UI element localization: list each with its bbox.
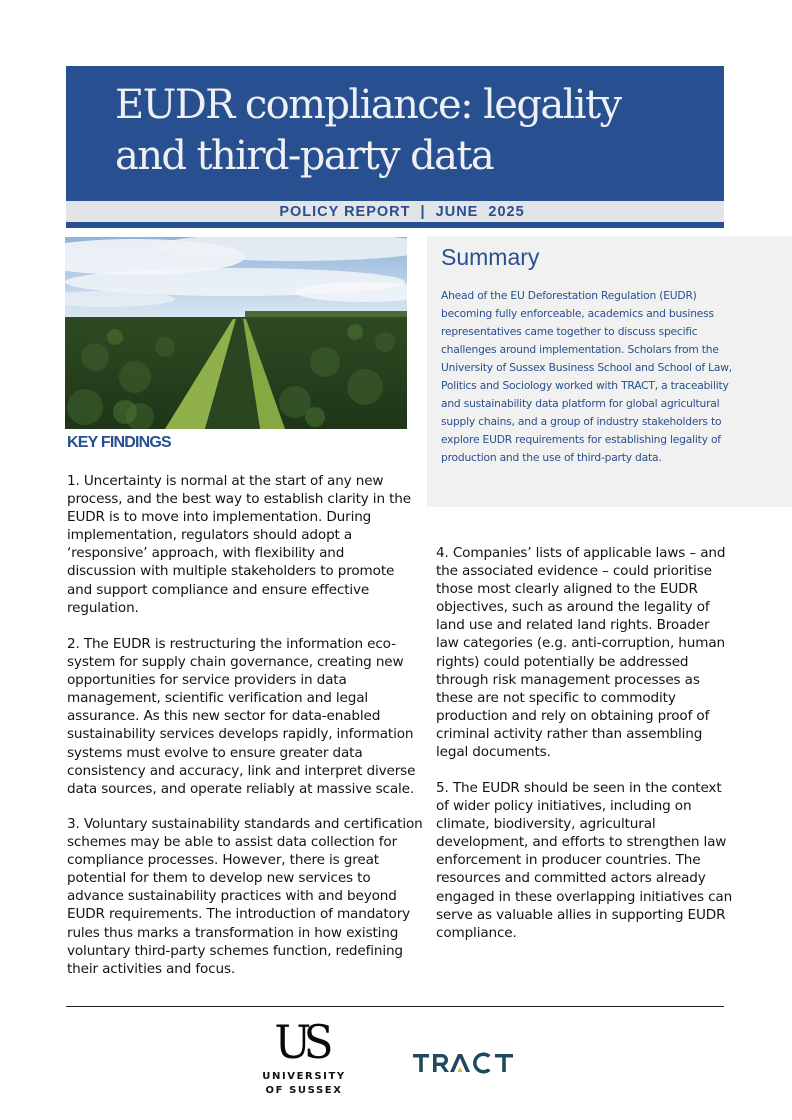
- finding-2: 2. The EUDR is restructuring the information eco-system for supply chain governance, creating new opportunities for service providers in data management, scientific verification and legal assurance. As this new sector for data-enabled sustainability services develops rapidly, information systems must evolve to ensure greater data consistency and accuracy, link and interpret diverse data sources, and operate reliably at massive scale.: [67, 636, 416, 797]
- title-line-2: and third-party data: [115, 133, 494, 179]
- finding-3: 3. Voluntary sustainability standards and certification schemes may be able to assist data collection for compliance processes. However, there is great potential for them to develop new services to advance sustainability practices with and beyond EUDR requirements. The introduction of mandatory rules thus marks a transformation in how existing voluntary third-party schemes function, redefining their activities and focus.: [67, 816, 423, 977]
- key-findings-heading: KEY FINDINGS: [67, 434, 171, 451]
- title-banner: [66, 66, 724, 201]
- finding-4: 4. Companies’ lists of applicable laws – and the associated evidence – could prioritise those most clearly aligned to the EUDR objectives, such as around the legality of land use and related land rights. Broader law categories (e.g. anti-corruption, human rights) could potentially be addressed through risk management processes as these are not specific to commodity production and rely on obtaining proof of criminal activity rather than assembling legal documents.: [436, 545, 726, 761]
- tract-wordmark-icon: [413, 1052, 517, 1074]
- us-monogram: US: [274, 1015, 326, 1069]
- sussex-wordmark: UNIVERSITY OF SUSSEX: [262, 1071, 346, 1096]
- footer-divider: [66, 1006, 724, 1007]
- summary-panel: [427, 236, 792, 507]
- title-line-1: EUDR compliance: legality: [115, 82, 621, 128]
- university-of-sussex-logo: [254, 1015, 354, 1098]
- subtitle-strip: [66, 201, 724, 222]
- tract-logo: [413, 1052, 517, 1079]
- summary-heading: Summary: [441, 244, 540, 270]
- report-type-and-date: POLICY REPORT | JUNE 2025: [279, 204, 525, 220]
- report-title: [115, 80, 620, 182]
- header-divider-band: [66, 222, 724, 228]
- plantation-photo: [65, 237, 407, 429]
- finding-1: 1. Uncertainty is normal at the start of any new process, and the best way to establish clarity in the EUDR is to move into implementation. During implementation, regulators should adopt a ‘responsive’ approach, with flexibility and discussion with multiple stakeholders to promote and support compliance and ensure effective regulation.: [67, 473, 411, 616]
- finding-5: 5. The EUDR should be seen in the context of wider policy initiatives, including on climate, biodiversity, agricultural development, and efforts to strengthen law enforcement in producer countries. The resources and committed actors already engaged in these overlapping initiatives can serve as valuable allies in supporting EUDR compliance.: [436, 780, 733, 941]
- summary-text: Ahead of the EU Deforestation Regulation (EUDR) becoming fully enforceable, academics and business representatives came together to discuss specific challenges around implementation. Scholars from the University of Sussex Business School and School of Law, Politics and Sociology worked with TRACT, a traceability and sustainability data platform for global agricultural supply chains, and a group of industry stakeholders to explore EUDR requirements for establishing legality of production and the use of third-party data.: [441, 289, 732, 464]
